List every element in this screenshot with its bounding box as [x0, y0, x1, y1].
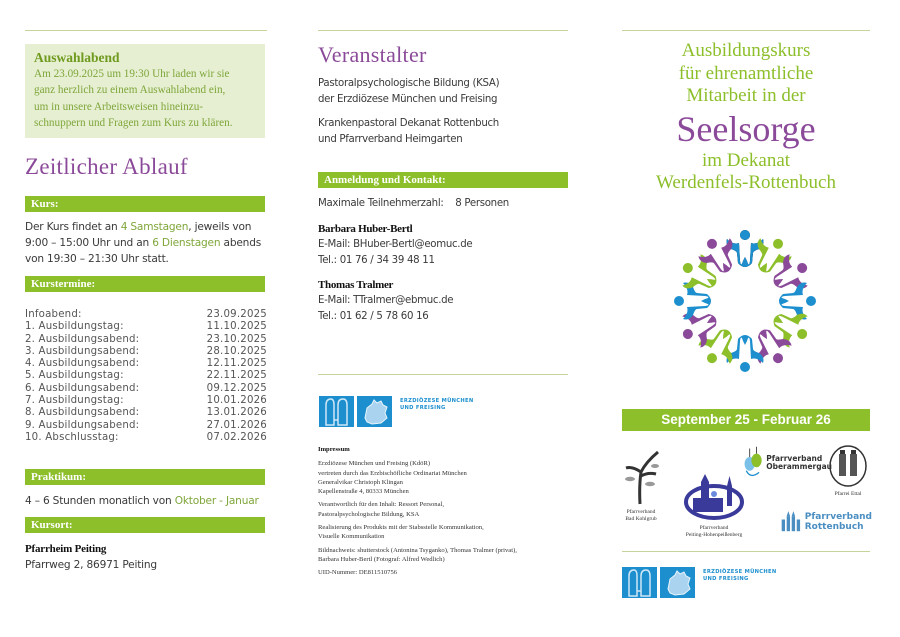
bavaria-map-icon [660, 567, 695, 598]
kurstermine-list [25, 309, 267, 444]
right-panel [622, 0, 870, 637]
kursort-address: Pfarrweg 2, 86971 Peiting [25, 559, 157, 571]
impressum-publisher: Erzdiözese München und Freising (KdöR) vertreten durch das Erzbischöfliche Ordinariat München Generalvikar Christoph Klingan Kapellenstraße 4, 80333 München [318, 460, 467, 496]
onion-dome-icon [742, 442, 764, 484]
people-circle-icon [670, 226, 820, 376]
date-row: Infoabend: 23.09.2025 [25, 309, 267, 320]
erzdioezese-logo [319, 396, 474, 427]
top-rule [25, 30, 267, 31]
anmeldung-bar: Anmeldung und Kontakt: [318, 172, 568, 188]
bavaria-map-icon [357, 396, 392, 427]
erzdioezese-logo-text: ERZDIÖZESE MÜNCHEN UND FREISING [400, 398, 474, 411]
church-town-icon [683, 472, 745, 522]
date-row: 9. Ausbildungsabend: 27.01.2026 [25, 419, 267, 431]
seelsorge-title: Seelsorge [676, 108, 816, 149]
impressum-title: Impressum [318, 446, 350, 453]
impressum-uid: UID-Nummer: DE811510756 [318, 569, 398, 577]
frauenkirche-icon [319, 396, 354, 427]
contact-name: Thomas Tralmer [318, 279, 394, 291]
contact-person-2 [318, 277, 453, 325]
church-towers-icon [780, 509, 802, 535]
erzdioezese-logo [622, 567, 777, 598]
zeitlicher-ablauf-heading: Zeitlicher Ablauf [25, 154, 188, 179]
impressum-realisation: Realisierung des Produkts mit der Stabsstelle Kommunikation, Visuelle Kommunikation [318, 524, 484, 541]
auswahlabend-text: Am 23.09.2025 um 19:30 Uhr laden wir sie ganz herzlich zu einem Auswahlabend ein, um in unsere Arbeitsweisen hineinzu- schnuppern und Fragen zum Kurs zu klären. [34, 68, 233, 129]
date-row: 7. Ausbildungstag: 10.01.2026 [25, 395, 267, 407]
ettal-seal-icon [828, 444, 868, 488]
left-panel [25, 0, 267, 637]
date-row: 8. Ausbildungsabend: 13.01.2026 [25, 407, 267, 419]
contact-email[interactable]: E-Mail: BHuber-Bertl@eomuc.de [318, 239, 473, 250]
auswahlabend-title: Auswahlabend [34, 50, 120, 65]
date-row: 10. Abschlusstag: 07.02.2026 [25, 431, 267, 443]
divider [318, 374, 568, 375]
kursort-text [25, 541, 157, 573]
kursort-bar: Kursort: [25, 517, 265, 533]
tree-icon [622, 446, 660, 506]
cover-title: Ausbildungskurs für ehrenamtliche Mitarbeit in der Seelsorge im Dekanat Werdenfels-Rottenbuch [622, 40, 870, 195]
kurstermine-bar: Kurstermine: [25, 276, 265, 292]
organizer-2: Krankenpastoral Dekanat Rottenbuch und Pfarrverband Heimgarten [318, 118, 499, 145]
logo-bad-kohlgrub: Pfarrverband Bad Kohlgrub [622, 446, 660, 523]
logo-oberammergau: Pfarrverband Oberammergau [742, 442, 832, 484]
contact-person-1 [318, 221, 472, 269]
date-row: 2. Ausbildungsabend: 23.10.2025 [25, 333, 267, 345]
date-banner: September 25 - Februar 26 [622, 409, 870, 431]
kurs-bar: Kurs: [25, 196, 265, 212]
divider [622, 551, 870, 552]
contact-phone: Tel.: 01 62 / 5 78 60 16 [318, 311, 429, 322]
date-row: 6. Ausbildungsabend: 09.12.2025 [25, 382, 267, 394]
max-participants: Maximale Teilnehmerzahl: 8 Personen [318, 198, 509, 209]
kurs-text: Der Kurs findet an 4 Samstagen, jeweils von 9:00 – 15:00 Uhr und an 6 Dienstagen abends von 19:30 – 21:30 Uhr statt. [25, 221, 262, 265]
praktikum-text: 4 – 6 Stunden monatlich von Oktober - Januar [25, 495, 259, 507]
date-row: 5. Ausbildungstag: 22.11.2025 [25, 370, 267, 382]
auswahlabend-box [25, 44, 265, 138]
contact-email[interactable]: E-Mail: TTralmer@ebmuc.de [318, 295, 454, 306]
top-rule [318, 30, 568, 31]
date-row: 3. Ausbildungsabend: 28.10.2025 [25, 345, 267, 357]
praktikum-bar: Praktikum: [25, 469, 265, 485]
contact-name: Barbara Huber-Bertl [318, 223, 413, 235]
impressum-responsible: Verantwortlich für den Inhalt: Ressort Personal, Pastoralpsychologische Bildung, KSA [318, 501, 444, 518]
logo-rottenbuch: Pfarrverband Rottenbuch [780, 509, 872, 535]
top-rule [622, 30, 870, 31]
contact-phone: Tel.: 01 76 / 34 39 48 11 [318, 255, 435, 266]
erzdioezese-logo-text: ERZDIÖZESE MÜNCHEN UND FREISING [703, 569, 777, 582]
impressum [318, 445, 568, 582]
logo-peiting: Pfarrverband Peiting-Hohenpeißenberg [678, 472, 750, 539]
middle-panel [318, 0, 568, 637]
date-row: 1. Ausbildungstag: 11.10.2025 [25, 321, 267, 333]
kursort-name: Pfarrheim Peiting [25, 543, 107, 555]
logo-ettal: Pfarrei Ettal [826, 444, 870, 498]
impressum-credits: Bildnachweis: shutterstock (Antonina Tsyganko), Thomas Tralmer (privat), Barbara Huber-Bertl (Fotograf: Alfred Wedlich) [318, 546, 517, 563]
date-row: 4. Ausbildungsabend: 12.11.2025 [25, 358, 267, 370]
organizer-1: Pastoralpsychologische Bildung (KSA) der Erzdiözese München und Freising [318, 78, 500, 105]
frauenkirche-icon [622, 567, 657, 598]
veranstalter-heading: Veranstalter [318, 42, 427, 67]
